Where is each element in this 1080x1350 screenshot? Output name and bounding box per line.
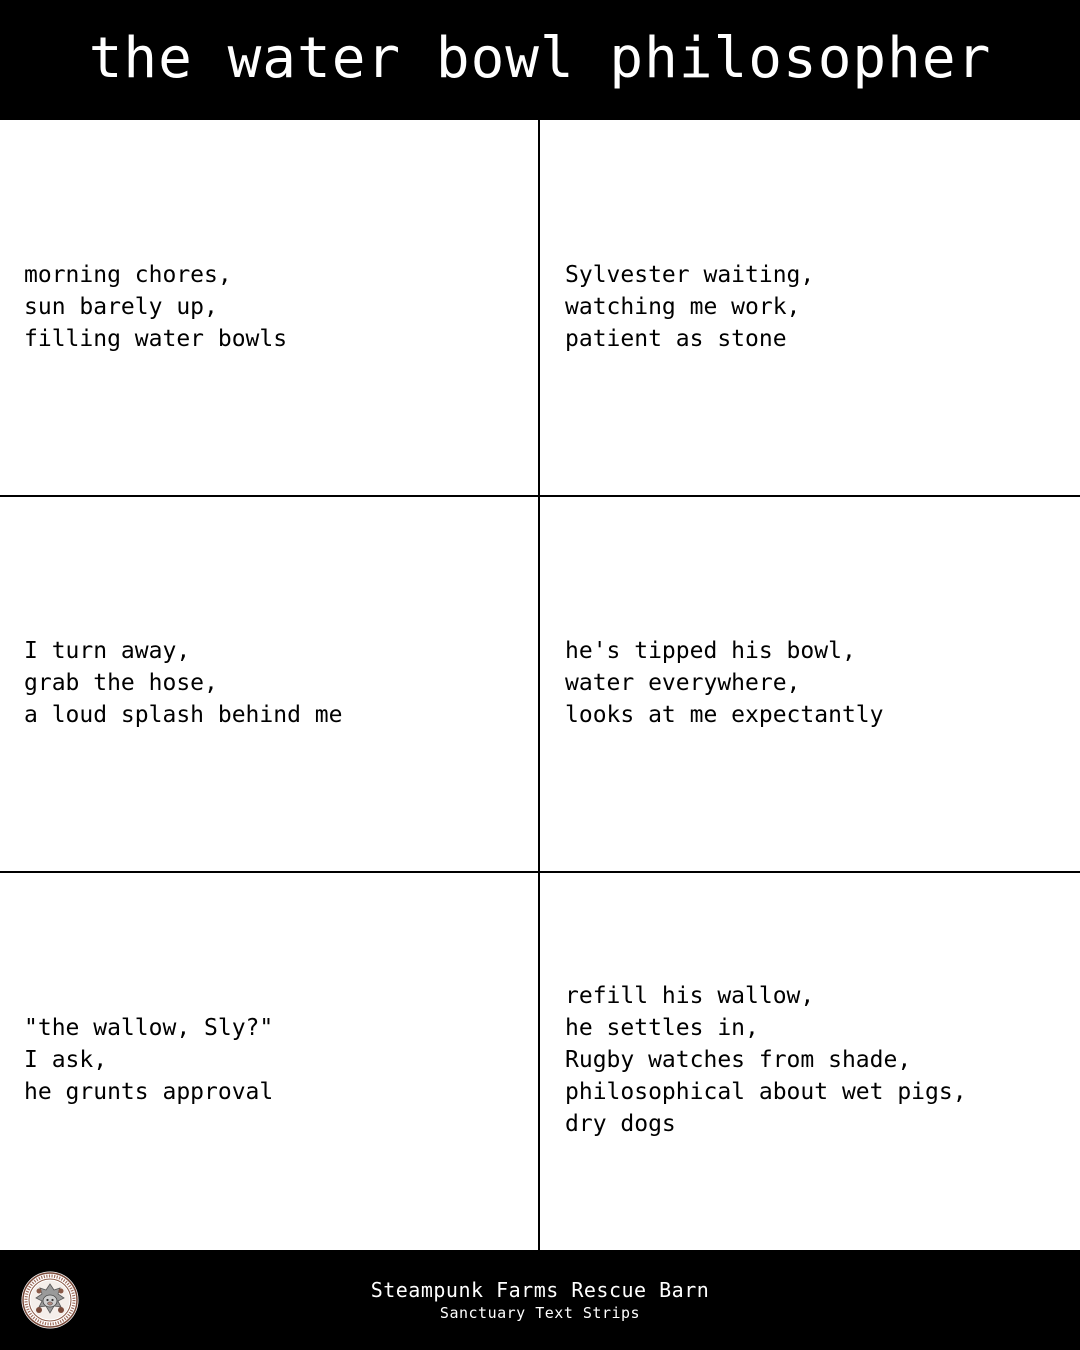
horizontal-divider-1 [0, 495, 1080, 497]
footer-credits [0, 1250, 1080, 1350]
title-bar [0, 0, 1080, 120]
panel-4-text: he's tipped his bowl, water everywhere, looks at me expectantly [565, 637, 884, 728]
organization-name: Steampunk Farms Rescue Barn [370, 1277, 710, 1302]
panel-5 [0, 872, 540, 1250]
panel-4 [540, 496, 1080, 872]
vertical-divider [538, 120, 540, 1250]
panel-3-text: I turn away, grab the hose, a loud splash behind me [24, 637, 343, 728]
panel-3 [0, 496, 540, 872]
panel-2 [540, 120, 1080, 496]
strip-title: the water bowl philosopher [88, 25, 992, 91]
footer-bar [0, 1250, 1080, 1350]
series-name: Sanctuary Text Strips [439, 1303, 641, 1322]
panel-5-text: "the wallow, Sly?" I ask, he grunts approval [24, 1014, 274, 1105]
panel-1-text: morning chores, sun barely up, filling water bowls [24, 261, 288, 352]
panel-6 [540, 872, 1080, 1250]
horizontal-divider-2 [0, 871, 1080, 873]
panel-2-text: Sylvester waiting, watching me work, patient as stone [565, 261, 815, 352]
panel-6-text: refill his wallow, he settles in, Rugby watches from shade, philosophical about wet pigs, dry dogs [565, 982, 967, 1137]
panel-1 [0, 120, 540, 496]
panel-grid [0, 120, 1080, 1250]
